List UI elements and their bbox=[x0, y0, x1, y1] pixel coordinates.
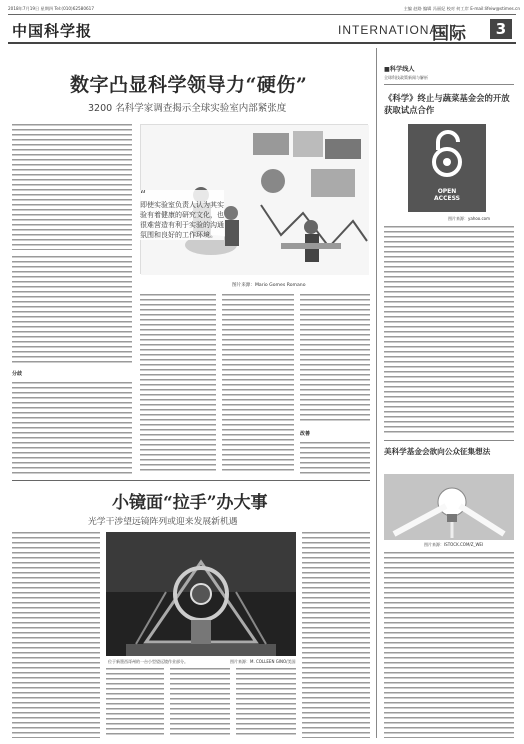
article1-headline: 数字凸显科学领导力“硬伤” bbox=[70, 74, 308, 96]
article1-col4-text-b bbox=[300, 442, 370, 474]
article1-col3-text bbox=[222, 294, 294, 474]
sidebar-text-2 bbox=[384, 552, 514, 738]
newspaper-logo: 中国科学报 bbox=[12, 22, 93, 40]
idea-image bbox=[384, 474, 514, 540]
article1-col1-text-b bbox=[12, 382, 132, 474]
article1-col2-text bbox=[140, 294, 216, 474]
article1-col1-text-a bbox=[12, 256, 132, 364]
sidebar-title-2: 美科学基金会欲向公众征集想法 bbox=[384, 447, 491, 456]
masthead-rule-bottom bbox=[8, 42, 516, 44]
article2-col1-text bbox=[12, 532, 100, 738]
sidebar-kicker: ■科学线人 bbox=[384, 66, 415, 73]
article2-col5-text bbox=[302, 532, 370, 738]
section-title-cn: 国际 bbox=[432, 24, 466, 44]
sidebar-text-1 bbox=[384, 226, 514, 436]
sidebar-rule-2 bbox=[384, 440, 514, 441]
article1-pullquote bbox=[140, 190, 224, 240]
article2-col2-text bbox=[106, 668, 164, 738]
article2-subhead: 光学干涉望远镜阵列或迎来发展新机遇 bbox=[88, 517, 238, 527]
article1-lead-text bbox=[12, 124, 132, 250]
pullquote-text: 即使实验室负责人认为其实验有着健康的研究文化，也很难营造有利于实验的沟通氛围和良好的工作环境。 bbox=[140, 201, 224, 239]
sidebar-kicker-sub: 全球科技政策新闻与解析 bbox=[384, 75, 428, 80]
telescope-image-credit: 图片来源：M. COLLEEN GINO/美国 bbox=[230, 659, 296, 664]
telescope-caption: 位于新墨西哥州的一台小型望远镜作业部分。 bbox=[108, 659, 188, 664]
article1-image-credit: 图片来源：Mario Gomes Romano bbox=[232, 283, 306, 288]
article-divider bbox=[12, 480, 370, 481]
article2-headline: 小镜面“拉手”办大事 bbox=[112, 493, 268, 513]
open-access-lock-icon bbox=[408, 124, 486, 184]
section-label-improve: 改善 bbox=[300, 431, 311, 437]
pullquote-mark-icon: “ bbox=[140, 188, 147, 202]
article1-subhead: 3200 名科学家调查揭示全球实验室内部紧张度 bbox=[88, 103, 287, 114]
telescope-image bbox=[106, 532, 296, 656]
article2-col3-text bbox=[170, 668, 230, 738]
lightbulb-icon bbox=[384, 474, 514, 540]
sidebar-divider bbox=[376, 48, 377, 738]
editors-line: 主编 赵路 编辑 冯丽妃 校对 何工岸 E-mail:lifeiw@stimes.cn bbox=[403, 6, 520, 11]
sidebar-rule-1 bbox=[384, 84, 514, 85]
idea-image-credit: 图片来源：ISTOCK.COM/Z_WEI bbox=[424, 542, 484, 547]
open-access-badge bbox=[408, 124, 486, 212]
telescope-photo bbox=[106, 532, 296, 656]
section-label-divergence: 分歧 bbox=[12, 371, 23, 377]
article2-col4-text bbox=[236, 668, 296, 738]
article1-col4-text-a bbox=[300, 294, 370, 424]
page-number-text: 3 bbox=[495, 20, 507, 38]
page-number bbox=[490, 19, 512, 39]
open-access-label: OPEN ACCESS bbox=[434, 188, 460, 202]
badge-image-credit: 图片来源：yahoo.com bbox=[448, 216, 490, 221]
masthead-rule-top bbox=[8, 14, 516, 15]
sidebar-title: 《科学》终止与蔬菜基金会的开放获取试点合作 bbox=[384, 93, 510, 115]
date-line: 2018年7月19日 星期四 Tel:(010)62580617 bbox=[8, 6, 95, 11]
section-title-en: INTERNATIONAL bbox=[338, 23, 447, 37]
